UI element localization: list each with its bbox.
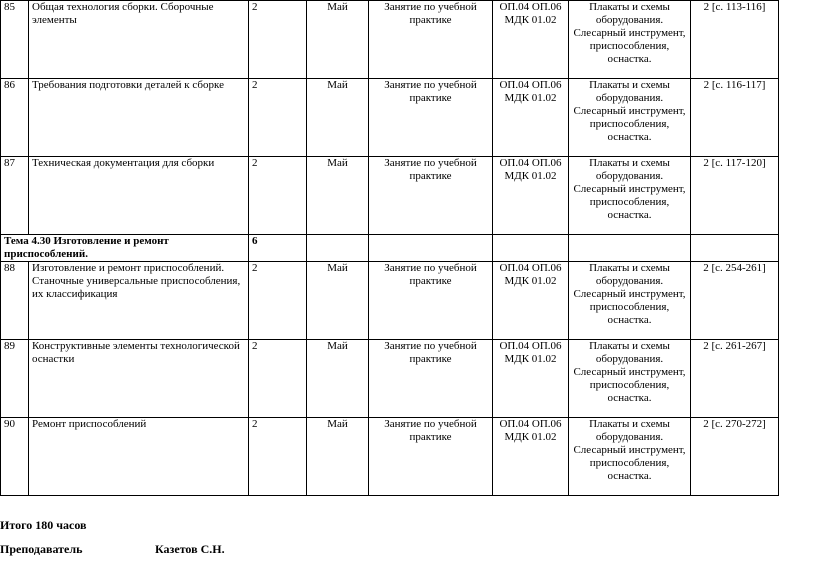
lesson-hours: 2 bbox=[249, 262, 307, 340]
lesson-hours: 2 bbox=[249, 340, 307, 418]
lesson-equipment: Плакаты и схемы оборудования. Слесарный инструмент, приспособления, оснастка. bbox=[569, 340, 691, 418]
lesson-month: Май bbox=[307, 262, 369, 340]
table-row bbox=[1, 79, 779, 157]
lesson-number: 86 bbox=[1, 79, 29, 157]
lesson-month: Май bbox=[307, 1, 369, 79]
lesson-type: Занятие по учебной практике bbox=[369, 262, 493, 340]
lesson-equipment: Плакаты и схемы оборудования. Слесарный инструмент, приспособления, оснастка. bbox=[569, 79, 691, 157]
lesson-type: Занятие по учебной практике bbox=[369, 340, 493, 418]
teacher-label: Преподаватель bbox=[0, 542, 83, 556]
lesson-type: Занятие по учебной практике bbox=[369, 1, 493, 79]
lesson-type: Занятие по учебной практике bbox=[369, 418, 493, 496]
lesson-hours: 2 bbox=[249, 79, 307, 157]
lesson-codes: ОП.04 ОП.06 МДК 01.02 bbox=[493, 79, 569, 157]
lesson-title: Конструктивные элементы технологической оснастки bbox=[29, 340, 249, 418]
lesson-number: 85 bbox=[1, 1, 29, 79]
lesson-equipment: Плакаты и схемы оборудования. Слесарный инструмент, приспособления, оснастка. bbox=[569, 157, 691, 235]
lesson-codes: ОП.04 ОП.06 МДК 01.02 bbox=[493, 157, 569, 235]
lesson-title: Общая технология сборки. Сборочные элементы bbox=[29, 1, 249, 79]
lesson-hours: 2 bbox=[249, 418, 307, 496]
lesson-title: Изготовление и ремонт приспособлений. Станочные универсальные приспособления, их классификация bbox=[29, 262, 249, 340]
table-row bbox=[1, 262, 779, 340]
lesson-title: Требования подготовки деталей к сборке bbox=[29, 79, 249, 157]
lesson-title: Техническая документация для сборки bbox=[29, 157, 249, 235]
teacher-name: Казетов С.Н. bbox=[155, 542, 225, 556]
lesson-month: Май bbox=[307, 79, 369, 157]
lesson-equipment: Плакаты и схемы оборудования. Слесарный инструмент, приспособления, оснастка. bbox=[569, 418, 691, 496]
lesson-month: Май bbox=[307, 157, 369, 235]
lesson-month: Май bbox=[307, 418, 369, 496]
lesson-reference: 2 [с. 270-272] bbox=[691, 418, 779, 496]
table-row bbox=[1, 1, 779, 79]
section-title: Тема 4.30 Изготовление и ремонт приспособлений. bbox=[1, 235, 249, 262]
lesson-equipment: Плакаты и схемы оборудования. Слесарный инструмент, приспособления, оснастка. bbox=[569, 262, 691, 340]
lesson-title: Ремонт приспособлений bbox=[29, 418, 249, 496]
total-hours: Итого 180 часов bbox=[0, 518, 87, 532]
lesson-reference: 2 [с. 261-267] bbox=[691, 340, 779, 418]
lesson-type: Занятие по учебной практике bbox=[369, 157, 493, 235]
lesson-reference: 2 [с. 117-120] bbox=[691, 157, 779, 235]
lesson-codes: ОП.04 ОП.06 МДК 01.02 bbox=[493, 340, 569, 418]
lesson-number: 87 bbox=[1, 157, 29, 235]
lesson-codes: ОП.04 ОП.06 МДК 01.02 bbox=[493, 262, 569, 340]
lesson-number: 89 bbox=[1, 340, 29, 418]
lesson-codes: ОП.04 ОП.06 МДК 01.02 bbox=[493, 1, 569, 79]
lesson-month: Май bbox=[307, 340, 369, 418]
section-row bbox=[1, 235, 779, 262]
lesson-reference: 2 [с. 116-117] bbox=[691, 79, 779, 157]
lesson-type: Занятие по учебной практике bbox=[369, 79, 493, 157]
lesson-hours: 2 bbox=[249, 1, 307, 79]
lesson-equipment: Плакаты и схемы оборудования. Слесарный инструмент, приспособления, оснастка. bbox=[569, 1, 691, 79]
lesson-reference: 2 [с. 254-261] bbox=[691, 262, 779, 340]
section-hours: 6 bbox=[249, 235, 307, 262]
lesson-number: 90 bbox=[1, 418, 29, 496]
lesson-reference: 2 [с. 113-116] bbox=[691, 1, 779, 79]
table-row bbox=[1, 340, 779, 418]
lesson-number: 88 bbox=[1, 262, 29, 340]
lesson-codes: ОП.04 ОП.06 МДК 01.02 bbox=[493, 418, 569, 496]
table-row bbox=[1, 157, 779, 235]
table-row bbox=[1, 418, 779, 496]
lesson-hours: 2 bbox=[249, 157, 307, 235]
